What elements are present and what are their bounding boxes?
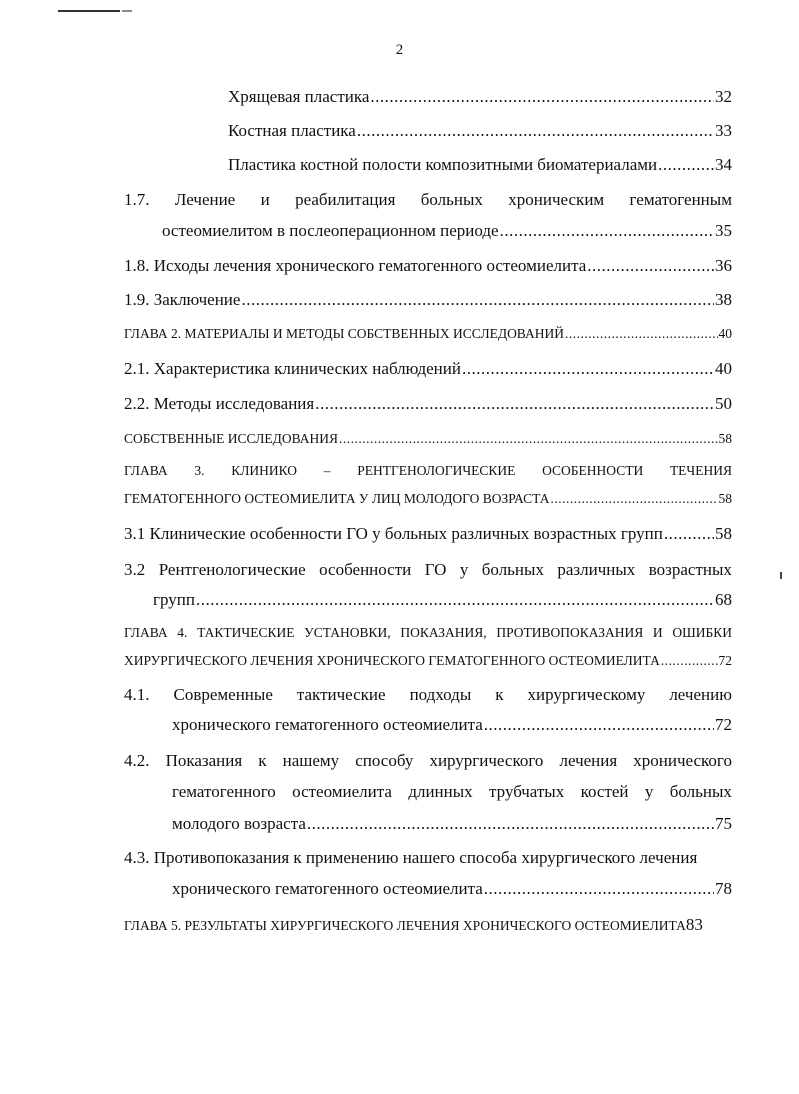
toc-entry-page: 35 <box>715 221 732 240</box>
toc-entry-line: 4.2. Показания к нашему способу хирургического лечения хронического <box>124 751 732 770</box>
toc-entry-title: Хрящевая пластика <box>228 87 370 106</box>
scan-artifact-line <box>58 10 120 12</box>
toc-entry <box>228 154 732 176</box>
toc-entry-line: 4.1. Современные тактические подходы к хирургическому лечению <box>124 685 732 704</box>
toc-entry-page: 34 <box>715 155 732 174</box>
toc-entry-page: 40 <box>715 359 732 378</box>
toc-entry-continuation: хронического гематогенного остеомиелита ..... 72 <box>172 714 732 736</box>
toc-entry-page: 58 <box>718 431 732 446</box>
toc-entry-title: Пластика костной полости композитными биоматериалами <box>228 155 658 174</box>
toc-entry <box>228 86 732 108</box>
scan-artifact-line <box>122 10 132 12</box>
toc-chapter: ГЛАВА 2. МАТЕРИАЛЫ И МЕТОДЫ СОБСТВЕННЫХ ИССЛЕДОВАНИЙ ..... 40 <box>124 323 732 345</box>
toc-entry-page: 58 <box>715 524 732 543</box>
scan-artifact-dot <box>780 572 782 579</box>
toc-entry-line: гематогенного остеомиелита длинных трубчатых костей у больных <box>172 782 732 801</box>
toc-entry-page: 75 <box>715 814 732 833</box>
toc-entry-page: 38 <box>715 290 732 309</box>
toc-entry-continuation: групп ..... 68 <box>153 589 732 611</box>
toc-entry-page: 78 <box>715 879 732 898</box>
toc-chapter: СОБСТВЕННЫЕ ИССЛЕДОВАНИЯ ..... 58 <box>124 428 732 450</box>
toc-entry: 2.1. Характеристика клинических наблюдений ..... 40 <box>124 358 732 380</box>
page-number: 2 <box>395 42 404 58</box>
toc-entry: 1.8. Исходы лечения хронического гематогенного остеомиелита ..... 36 <box>124 255 732 277</box>
toc-entry-page: 36 <box>715 256 732 275</box>
toc-entry-page: 33 <box>715 121 732 140</box>
toc-entry: 1.9. Заключение ..... 38 <box>124 289 732 311</box>
toc-entry: 2.2. Методы исследования ..... 50 <box>124 393 732 415</box>
toc-entry-page: 72 <box>718 653 732 668</box>
toc-entry-continuation: остеомиелитом в послеоперационном периоде ..... 35 <box>162 220 732 242</box>
toc-chapter-line: ГЛАВА 3. КЛИНИКО – РЕНТГЕНОЛОГИЧЕСКИЕ ОСОБЕННОСТИ ТЕЧЕНИЯ <box>124 463 732 478</box>
toc-entry-line: 4.3. Противопоказания к применению нашего способа хирургического лечения <box>124 848 698 867</box>
toc-entry-continuation: молодого возраста ..... 75 <box>172 813 732 835</box>
toc-entry-page: 58 <box>718 491 732 506</box>
toc-chapter-continuation: ГЕМАТОГЕННОГО ОСТЕОМИЕЛИТА У ЛИЦ МОЛОДОГО ВОЗРАСТА ..... 58 <box>124 488 732 510</box>
toc-entry-page: 72 <box>715 715 732 734</box>
toc-chapter-line: ГЛАВА 4. ТАКТИЧЕСКИЕ УСТАНОВКИ, ПОКАЗАНИЯ, ПРОТИВОПОКАЗАНИЯ И ОШИБКИ <box>124 625 732 640</box>
toc-entry-page: 50 <box>715 394 732 413</box>
toc-entry: 3.1 Клинические особенности ГО у больных различных возрастных групп ..... 58 <box>124 523 732 545</box>
toc-entry-line: 3.2 Рентгенологические особенности ГО у больных различных возрастных <box>124 560 732 579</box>
toc-entry-page: 83 <box>685 915 703 934</box>
toc-entry-continuation: хронического гематогенного остеомиелита ..... 78 <box>172 878 732 900</box>
toc-entry <box>228 120 732 142</box>
toc-entry-line: 1.7. Лечение и реабилитация больных хроническим гематогенным <box>124 190 732 209</box>
toc-chapter-continuation: ХИРУРГИЧЕСКОГО ЛЕЧЕНИЯ ХРОНИЧЕСКОГО ГЕМАТОГЕННОГО ОСТЕОМИЕЛИТА ..... 72 <box>124 650 732 672</box>
toc-entry-page: 32 <box>715 87 732 106</box>
toc-entry-page: 68 <box>715 590 732 609</box>
toc-entry-title: Костная пластика <box>228 121 356 140</box>
toc-chapter: ГЛАВА 5. РЕЗУЛЬТАТЫ ХИРУРГИЧЕСКОГО ЛЕЧЕНИЯ ХРОНИЧЕСКОГО ОСТЕОМИЕЛИТА 83 <box>124 915 703 934</box>
toc-entry-page: 40 <box>718 326 732 341</box>
